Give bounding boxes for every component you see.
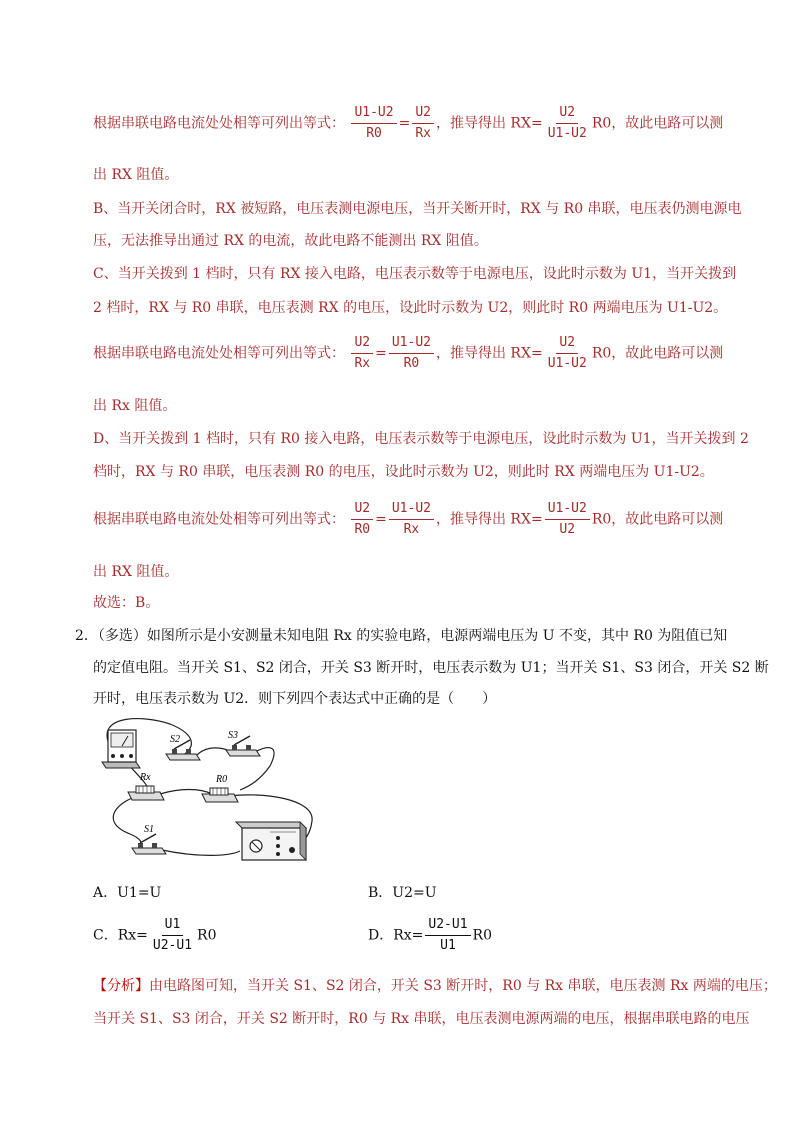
denominator: R0 bbox=[403, 356, 420, 371]
fraction bbox=[545, 500, 590, 539]
denominator: R0 bbox=[366, 126, 382, 141]
numerator: U2 bbox=[351, 500, 373, 520]
numerator: U1-U2 bbox=[389, 500, 434, 520]
fraction bbox=[545, 104, 590, 143]
wire bbox=[162, 850, 240, 855]
fraction bbox=[351, 104, 396, 143]
fraction bbox=[389, 334, 434, 373]
text-line: 出 RX 阻值。 bbox=[93, 564, 179, 580]
question-text: 开时，电压表示数为 U2．则下列四个表达式中正确的是（ ） bbox=[93, 691, 497, 707]
option-suffix: R0 bbox=[472, 927, 492, 944]
fraction bbox=[412, 104, 434, 143]
question-number: 2． bbox=[75, 628, 98, 644]
denominator: Rx bbox=[415, 126, 431, 141]
numerator: U2 bbox=[556, 334, 578, 354]
denominator: U1 bbox=[440, 938, 456, 953]
analysis-line-2: 当开关 S1、S3 闭合，开关 S2 断开时，R0 与 Rx 串联，电压表测电源两端的电压，根据串联电路的电压 bbox=[93, 1011, 750, 1027]
denominator: Rx bbox=[354, 356, 371, 371]
equation-line-2 bbox=[93, 334, 723, 373]
equation-suffix: R0，故此电路可以测 bbox=[591, 345, 724, 362]
option-suffix: R0 bbox=[197, 927, 217, 944]
fraction bbox=[150, 916, 195, 955]
fraction bbox=[389, 500, 434, 539]
switch-s3 bbox=[226, 730, 260, 756]
text-line: 出 Rx 阻值。 bbox=[93, 398, 177, 414]
switch-s2 bbox=[166, 734, 200, 760]
analysis-line-1 bbox=[93, 975, 777, 995]
s2-label: S2 bbox=[170, 734, 180, 745]
option-b-analysis: B、当开关闭合时，RX 被短路，电压表测电源电压，当开关断开时，RX 与 R0 串联，电压表仍测电源电 bbox=[93, 201, 742, 217]
equation-line-1 bbox=[93, 104, 723, 143]
numerator: U2 bbox=[556, 104, 578, 124]
denominator: Rx bbox=[403, 522, 420, 537]
voltmeter bbox=[102, 730, 140, 768]
numerator: U2-U1 bbox=[425, 916, 470, 936]
text-line: 压，无法推导出通过 RX 的电流，故此电路不能测出 RX 阻值。 bbox=[93, 233, 488, 249]
resistor-r0 bbox=[202, 774, 238, 802]
option-d[interactable] bbox=[368, 916, 492, 955]
text-line: 档时，RX 与 R0 串联，电压表测 R0 的电压，设此时示数为 U2，则此时 RX 两端电压为 U1-U2。 bbox=[93, 464, 714, 480]
option-label: D．Rx= bbox=[368, 927, 424, 944]
wire bbox=[113, 798, 141, 848]
equals-sign: = bbox=[375, 511, 387, 528]
question-text: 的定值电阻。当开关 S1、S2 闭合，开关 S3 断开时，电压表示数为 U1；当开关 S1、S3 闭合，开关 S2 断 bbox=[93, 660, 769, 676]
option-a[interactable]: A．U1=U bbox=[93, 885, 162, 901]
question-text: （多选）如图所示是小安测量未知电阻 Rx 的实验电路，电源两端电压为 U 不变，其中 R0 为阻值已知 bbox=[97, 628, 728, 644]
wire bbox=[196, 748, 232, 756]
equation-line-3 bbox=[93, 500, 723, 539]
equation-middle: ，推导得出 RX= bbox=[435, 511, 543, 528]
equals-sign: = bbox=[375, 345, 387, 362]
numerator: U1-U2 bbox=[351, 104, 396, 124]
analysis-tag: 【分析】 bbox=[93, 978, 149, 994]
fraction bbox=[425, 916, 470, 955]
text-line: 2 档时，RX 与 R0 串联，电压表测 RX 的电压，设此时示数为 U2，则此时 R0 两端电压为 U1-U2。 bbox=[93, 300, 728, 316]
wire bbox=[160, 790, 212, 795]
denominator: U1-U2 bbox=[547, 126, 587, 141]
denominator: U2 bbox=[559, 522, 576, 537]
numerator: U1-U2 bbox=[545, 500, 590, 520]
option-label: C．Rx= bbox=[93, 927, 148, 944]
denominator: R0 bbox=[354, 522, 371, 537]
r0-label: R0 bbox=[216, 774, 228, 785]
fraction bbox=[545, 334, 590, 373]
fraction bbox=[351, 334, 373, 373]
power-supply bbox=[236, 822, 306, 860]
equation-middle: ，推导得出 RX= bbox=[435, 345, 543, 362]
equals-sign: = bbox=[398, 115, 411, 132]
denominator: U1-U2 bbox=[547, 356, 587, 371]
switch-s1 bbox=[132, 824, 166, 854]
numerator: U1-U2 bbox=[389, 334, 434, 354]
fraction bbox=[351, 500, 373, 539]
equation-prefix: 根据串联电路电流处处相等可列出等式： bbox=[93, 511, 345, 528]
option-d-analysis: D、当开关拨到 1 档时，只有 R0 接入电路，电压表示数等于电源电压，设此时示数为 U1，当开关拨到 2 bbox=[93, 431, 749, 447]
option-b[interactable]: B．U2=U bbox=[368, 885, 437, 901]
equation-prefix: 根据串联电路电流处处相等可列出等式： bbox=[93, 345, 345, 362]
circuit-diagram bbox=[100, 716, 320, 866]
s1-label: S1 bbox=[144, 824, 154, 835]
text-line: 出 RX 阻值。 bbox=[93, 167, 179, 183]
equation-suffix: R0，故此电路可以测 bbox=[591, 511, 724, 528]
rx-label: Rx bbox=[140, 772, 151, 783]
equation-prefix: 根据串联电路电流处处相等可列出等式： bbox=[93, 115, 345, 132]
analysis-text: 由电路图可知，当开关 S1、S2 闭合，开关 S3 断开时，R0 与 Rx 串联，电压表测 Rx 两端的电压； bbox=[149, 978, 777, 994]
resistor-rx bbox=[128, 772, 164, 800]
equation-middle: ，推导得出 RX= bbox=[435, 115, 543, 132]
option-c[interactable] bbox=[93, 916, 216, 955]
option-c-analysis: C、当开关拨到 1 档时，只有 RX 接入电路，电压表示数等于电源电压，设此时示数为 U1，当开关拨到 bbox=[93, 266, 737, 282]
question-2 bbox=[75, 625, 727, 645]
denominator: U2-U1 bbox=[152, 938, 193, 953]
numerator: U1 bbox=[162, 916, 184, 936]
equation-suffix: R0，故此电路可以测 bbox=[591, 115, 724, 132]
s3-label: S3 bbox=[228, 730, 238, 741]
numerator: U2 bbox=[351, 334, 373, 354]
numerator: U2 bbox=[412, 104, 434, 124]
answer-line: 故选：B。 bbox=[93, 595, 160, 611]
